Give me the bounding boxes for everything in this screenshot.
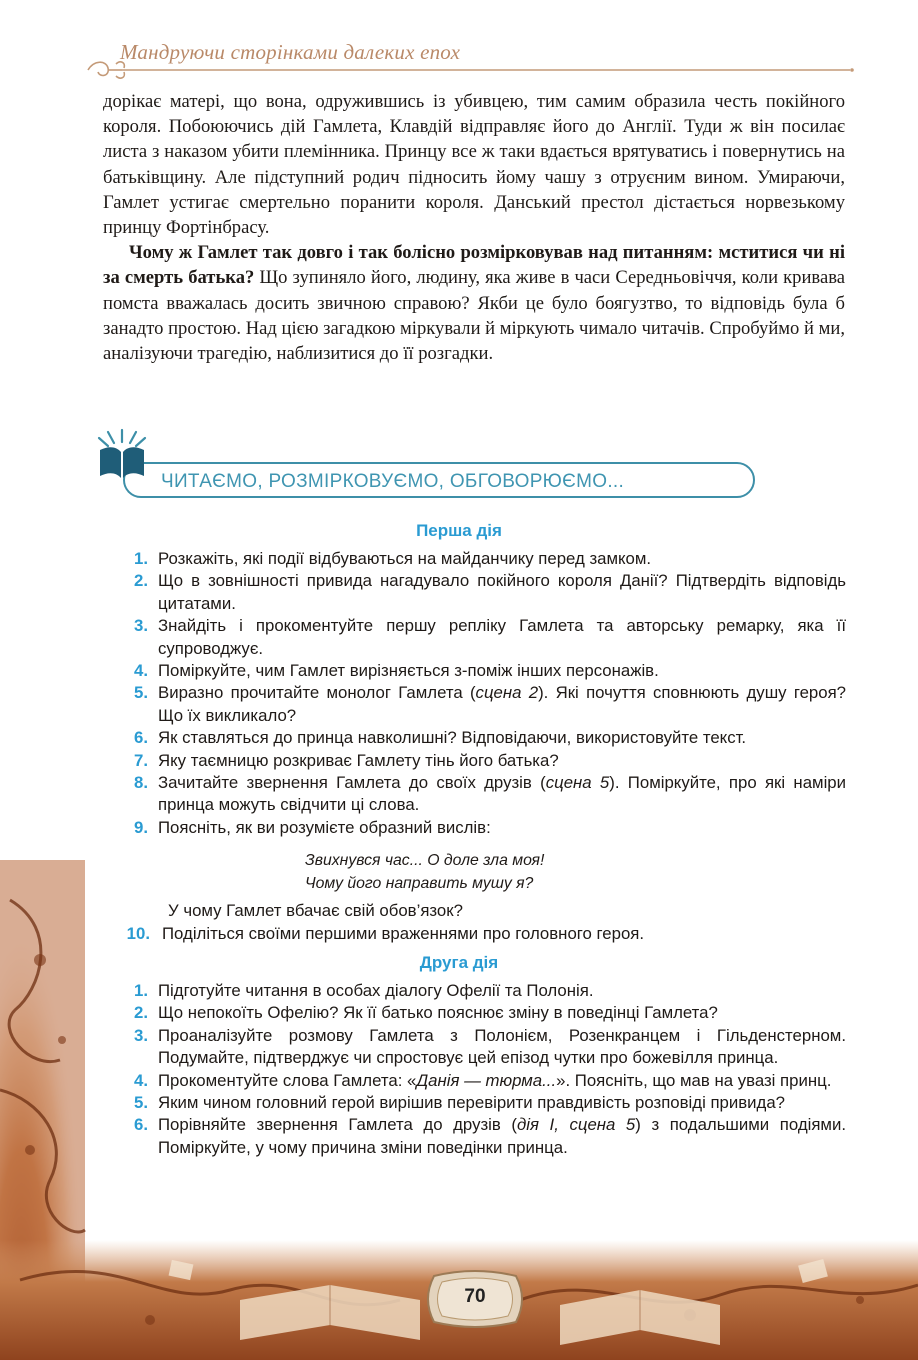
list-item [0, 570, 846, 615]
intro-paragraph-2 [103, 240, 845, 366]
list-item [0, 1025, 846, 1070]
list-item [0, 1114, 846, 1159]
list-item [0, 980, 846, 1002]
question-text [158, 1115, 846, 1156]
question-9-followup: У чому Гамлет вбачає свій обов’язок? [168, 901, 463, 920]
question-number: 6. [134, 1115, 148, 1135]
intro-paragraph-1: дорікає матері, що вона, одружившись із убивцею, тим самим образила честь покійного короля. Побоюючись дій Гамлета, Клавдій відправляє його до Англії. Туди ж він посилає листа з наказом убити племінника. Принцу все ж таки вдається врятуватись і повернутись на батьківщину. Але підступний родич підносить йому чашу з отруєним вином. Умираючи, Гамлет устигає смертельно поранити короля. Данський престол дістається норвезькому принцу Фортінбрасу. [103, 91, 845, 239]
list-item [0, 682, 846, 727]
question-text: Знайдіть і прокоментуйте першу репліку Гамлета та авторську ремарку, яка її супроводжує. [158, 616, 846, 658]
intro-text [103, 89, 845, 366]
question-text: Що непокоїть Офелію? Як її батько пояснює зміну в поведінці Гамлета? [158, 1003, 718, 1023]
question-text: Яким чином головний герой вирішив перевірити правдивість розповіді привида? [158, 1093, 786, 1113]
question-italic: сцена 2 [475, 683, 539, 703]
list-item [0, 1002, 846, 1024]
header-ornament-rule [86, 56, 856, 82]
quote-line: Чому його направить мушу я? [305, 875, 534, 892]
question-text-part: ». Поясніть, що мав на увазі принц. [556, 1070, 832, 1090]
act1-question-list [0, 548, 918, 839]
open-book-icon [96, 428, 148, 480]
question-text [158, 773, 846, 814]
question-number: 2. [134, 571, 148, 591]
question-text: Розкажіть, які події відбуваються на майданчику перед замком. [158, 549, 652, 568]
question-text: Підготуйте читання в особах діалогу Офелії та Полонія. [158, 981, 594, 1000]
list-item [0, 615, 846, 660]
question-text-part: Порівняйте звернення Гамлета до друзів ( [158, 1115, 517, 1135]
poetic-quote [305, 849, 544, 895]
list-item [0, 1092, 846, 1114]
question-text: Як ставляться до принца навколишні? Відповідаючи, використовуйте текст. [158, 728, 747, 748]
question-italic: Данія — тюрма... [416, 1070, 557, 1090]
question-italic: дія І, сцена 5 [516, 1115, 636, 1135]
list-item [0, 772, 846, 817]
question-number: 5. [134, 683, 148, 703]
act2-heading: Друга дія [419, 953, 499, 972]
question-number: 2. [134, 1003, 148, 1023]
question-text-part: Зачитайте звернення Гамлета до своїх друзів ( [158, 773, 546, 793]
section-banner [123, 462, 755, 498]
question-number: 1. [134, 549, 148, 568]
list-item [0, 923, 846, 945]
question-text: Поділіться своїми першими враженнями про головного героя. [162, 924, 645, 943]
question-text [158, 683, 846, 724]
question-text: Що в зовнішності привида нагадувало покійного короля Данії? Підтвердіть відповідь цитатами. [158, 571, 846, 613]
quote-line: Звихнувся час... О доле зла моя! [305, 852, 545, 869]
question-number: 10. [126, 924, 150, 943]
question-text-part: ). Які почуття сповнюють душу героя? Що їх викликало? [158, 683, 846, 725]
intro-question-bold: Чому ж Гамлет так довго і так болісно розмірковував над питанням: мститися чи ні за смерть батька? [103, 242, 845, 289]
list-item [0, 727, 846, 749]
question-number: 9. [134, 817, 148, 837]
act2-question-list [0, 980, 918, 1159]
question-text: Проаналізуйте розмову Гамлета з Полонієм, Розенкранцем і Гільденстерном. Подумайте, підтверджує чи спростовує цей епізод чутки про божевілля принца. [158, 1025, 846, 1068]
question-text-part: ). Поміркуйте, про які наміри принца можуть свідчити ці слова. [158, 773, 846, 815]
list-item [0, 660, 846, 682]
list-item [0, 548, 846, 570]
question-text: Поміркуйте, чим Гамлет вирізняється з-поміж інших персонажів. [158, 661, 659, 681]
question-number: 7. [134, 750, 148, 770]
question-number: 3. [134, 1025, 148, 1045]
question-text: Поясніть, як ви розумієте образний вислів: [158, 817, 491, 837]
intro-paragraph-2-rest: Що зупиняло його, людину, яка живе в часи Середньовіччя, коли кривава помста вважалась досить звичною справою? Якби це було боягузтво, то відповідь була б занадто простою. Над цією загадкою міркували й міркують чимало читачів. Спробуймо й ми, аналізуючи трагедію, наблизитися до її розгадки. [103, 267, 845, 365]
list-item [0, 817, 846, 839]
list-item [0, 1070, 846, 1092]
act1-heading: Перша дія [416, 521, 502, 540]
question-text-part: Виразно прочитайте монолог Гамлета ( [158, 683, 476, 703]
question-number: 6. [134, 728, 148, 748]
question-text: Яку таємницю розкриває Гамлету тінь його батька? [158, 750, 559, 770]
question-text-part: Прокоментуйте слова Гамлета: « [158, 1070, 417, 1090]
question-number: 4. [134, 661, 148, 681]
running-header: Мандруючи сторінками далеких епох [120, 40, 461, 64]
section-banner-label: ЧИТАЄМО, РОЗМІРКОВУЄМО, ОБГОВОРЮЄМО... [161, 471, 625, 492]
question-text-part: ) з подальшими подіями. Поміркуйте, у чому причина зміни поведінки принца. [158, 1115, 847, 1157]
question-number: 8. [134, 773, 148, 793]
act1-question-10 [0, 923, 918, 945]
question-number: 1. [134, 981, 148, 1000]
question-italic: сцена 5 [545, 773, 610, 793]
page-number: 70 [464, 1286, 486, 1307]
question-text [158, 1071, 831, 1090]
question-number: 3. [134, 616, 148, 636]
question-number: 4. [134, 1070, 148, 1090]
question-number: 5. [134, 1093, 148, 1113]
list-item [0, 750, 846, 772]
